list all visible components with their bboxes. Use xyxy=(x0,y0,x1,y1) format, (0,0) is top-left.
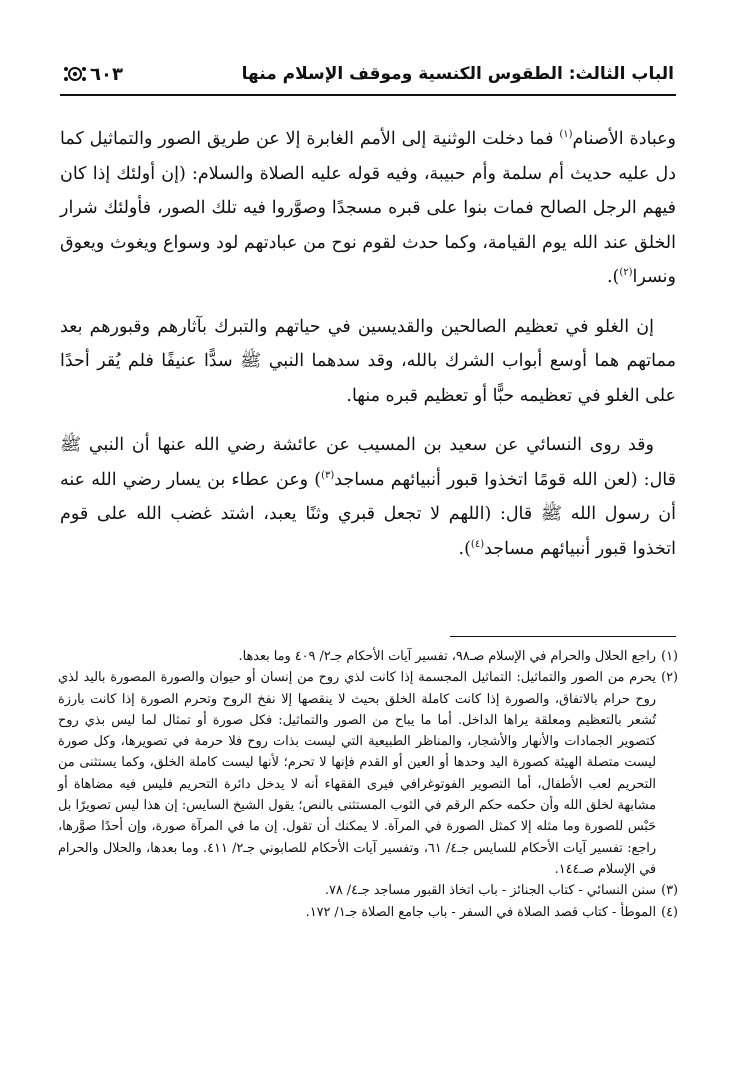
footnote-number: (٢) xyxy=(661,670,678,686)
paragraph xyxy=(60,310,676,414)
footnote-ref[interactable]: (٤) xyxy=(470,538,485,550)
footnote-text: سنن النسائي - كتاب الجنائز - باب اتخاذ القبور مساجد جـ٤/ ٧٨. xyxy=(324,883,656,899)
paragraph-text: ) وعن عطاء بن يسار رضي الله عنه أن رسول الله ﷺ قال: (اللهم لا تجعل قبري وثنًا يعبد، اشتد غضب الله على قوم اتخذوا قبور أنبيائهم مساجد xyxy=(60,469,676,559)
paragraph-text: وعبادة الأصنام xyxy=(572,129,676,149)
paragraph xyxy=(60,122,676,295)
paragraph-text: وقد روى النسائي عن سعيد بن المسيب عن عائشة رضي الله عنها أن النبي ﷺ قال: (لعن الله قومًا اتخذوا قبور أنبيائهم مساجد xyxy=(60,435,676,490)
paragraph-text: فما دخلت الوثنية إلى الأمم الغابرة إلا عن طريق الصور والتماثيل كما دل عليه حديث أم سلمة وأم حبيبة، وفيه قوله عليه الصلاة والسلام: (إن أولئك إذا كان فيهم الرجل الصالح فمات بنوا على قبره مسجدًا وصوَّروا فيه تلك الصور، فأولئك شرار الخلق عند الله يوم القيامة، وكما حدث لقوم نوح من عبادتهم لود وسواع ويغوث ويعوق ونسرا xyxy=(60,129,676,287)
footnote-number: (١) xyxy=(661,649,678,664)
footnote-number: (٣) xyxy=(661,883,678,899)
footnote-number: (٤) xyxy=(661,904,678,920)
footnote-ref[interactable]: (٣) xyxy=(321,469,335,481)
page-number: ٦٠٣ xyxy=(90,63,123,85)
footnote-text: الموطأ - كتاب قصد الصلاة في السفر - باب جامع الصلاة جـ١/ ١٧٢. xyxy=(305,904,656,920)
paragraph-text: إن الغلو في تعظيم الصالحين والقديسين في حياتهم والتبرك بآثارهم وقبورهم بعد مماتهم هما أوسع أبواب الشرك بالله، وقد سدهما النبي ﷺ سدًّا عنيفًا فلم يُقر أحدًا على الغلو في تعظيمه حبًّا أو تعظيم قبره منها. xyxy=(60,316,676,406)
main-text xyxy=(60,122,676,581)
footnote xyxy=(58,902,678,923)
chapter-title: الباب الثالث: الطقوس الكنسية وموقف الإسلام منها xyxy=(241,64,674,84)
header-rule xyxy=(60,94,676,96)
ornament-icon xyxy=(62,64,88,84)
footnote xyxy=(58,646,678,667)
footnote-ref[interactable]: (١) xyxy=(559,129,573,141)
footnote-separator xyxy=(450,636,676,637)
paragraph-text: ). xyxy=(458,538,471,559)
paragraph-text: ). xyxy=(606,267,620,287)
footnote-text: يحرم من الصور والتماثيل: التماثيل المجسمة إذا كانت لذي روح من إنسان أو حيوان والصورة المصورة باليد لذي روح حرام بالاتفاق، والصورة إذا كانت كاملة الخلق بحيث لا ينقصها إلا نفخ الروح وتحرم الصورة إذا كانت بارزة تُشعر بالتعظيم ومعلقة يراها الداخل. أما ما يباح من الصور والتماثيل: فكل صورة أو تمثال لما ليس بذي روح كتصوير الجمادات والأنهار والأشجار، والمناظر الطبيعية التي ليست بذات روح فلا حرمة في تصويرها، وكل صورة ليست متصلة الهيئة كصورة اليد وحدها أو العين أو القدم فإنها لا تحرم؛ لأنها ليست كاملة الخلق، وكما يستثنى من التحريم لعب الأطفال، أما التصوير الفوتوغرافي فيرى الفقهاء أنه لا يدخل دائرة التحريم فليس فيه مضاهاة أو مشابهة لخلق الله وأن حكمه حكم الرقم في الثوب المستثنى بالنص؛ يقول الشيخ السايس: إن هذا ليس تصويرًا بل حَبْس للصورة وما مثله إلا كمثل الصورة في المرآة. لا يمكنك أن تقول. إن ما في المرآة صورة، وإن أحدًا صوَّرها، راجع: تفسير آيات الأحكام للسايس جـ٤/ ٦١، وتفسير آيات الأحكام للصابوني جـ٢/ ٤١١. وما بعدها، والحلال والحرام في الإسلام صـ١٤٤. xyxy=(58,670,657,877)
footnotes xyxy=(58,646,678,923)
page-number-block xyxy=(62,64,123,85)
footnote xyxy=(58,880,678,901)
footnote-ref[interactable]: (٢) xyxy=(619,267,633,279)
running-header xyxy=(62,58,674,90)
footnote xyxy=(58,667,678,880)
footnote-text: راجع الحلال والحرام في الإسلام صـ٩٨، تفسير آيات الأحكام جـ٢/ ٤٠٩ وما بعدها. xyxy=(238,649,656,664)
paragraph xyxy=(60,428,676,566)
